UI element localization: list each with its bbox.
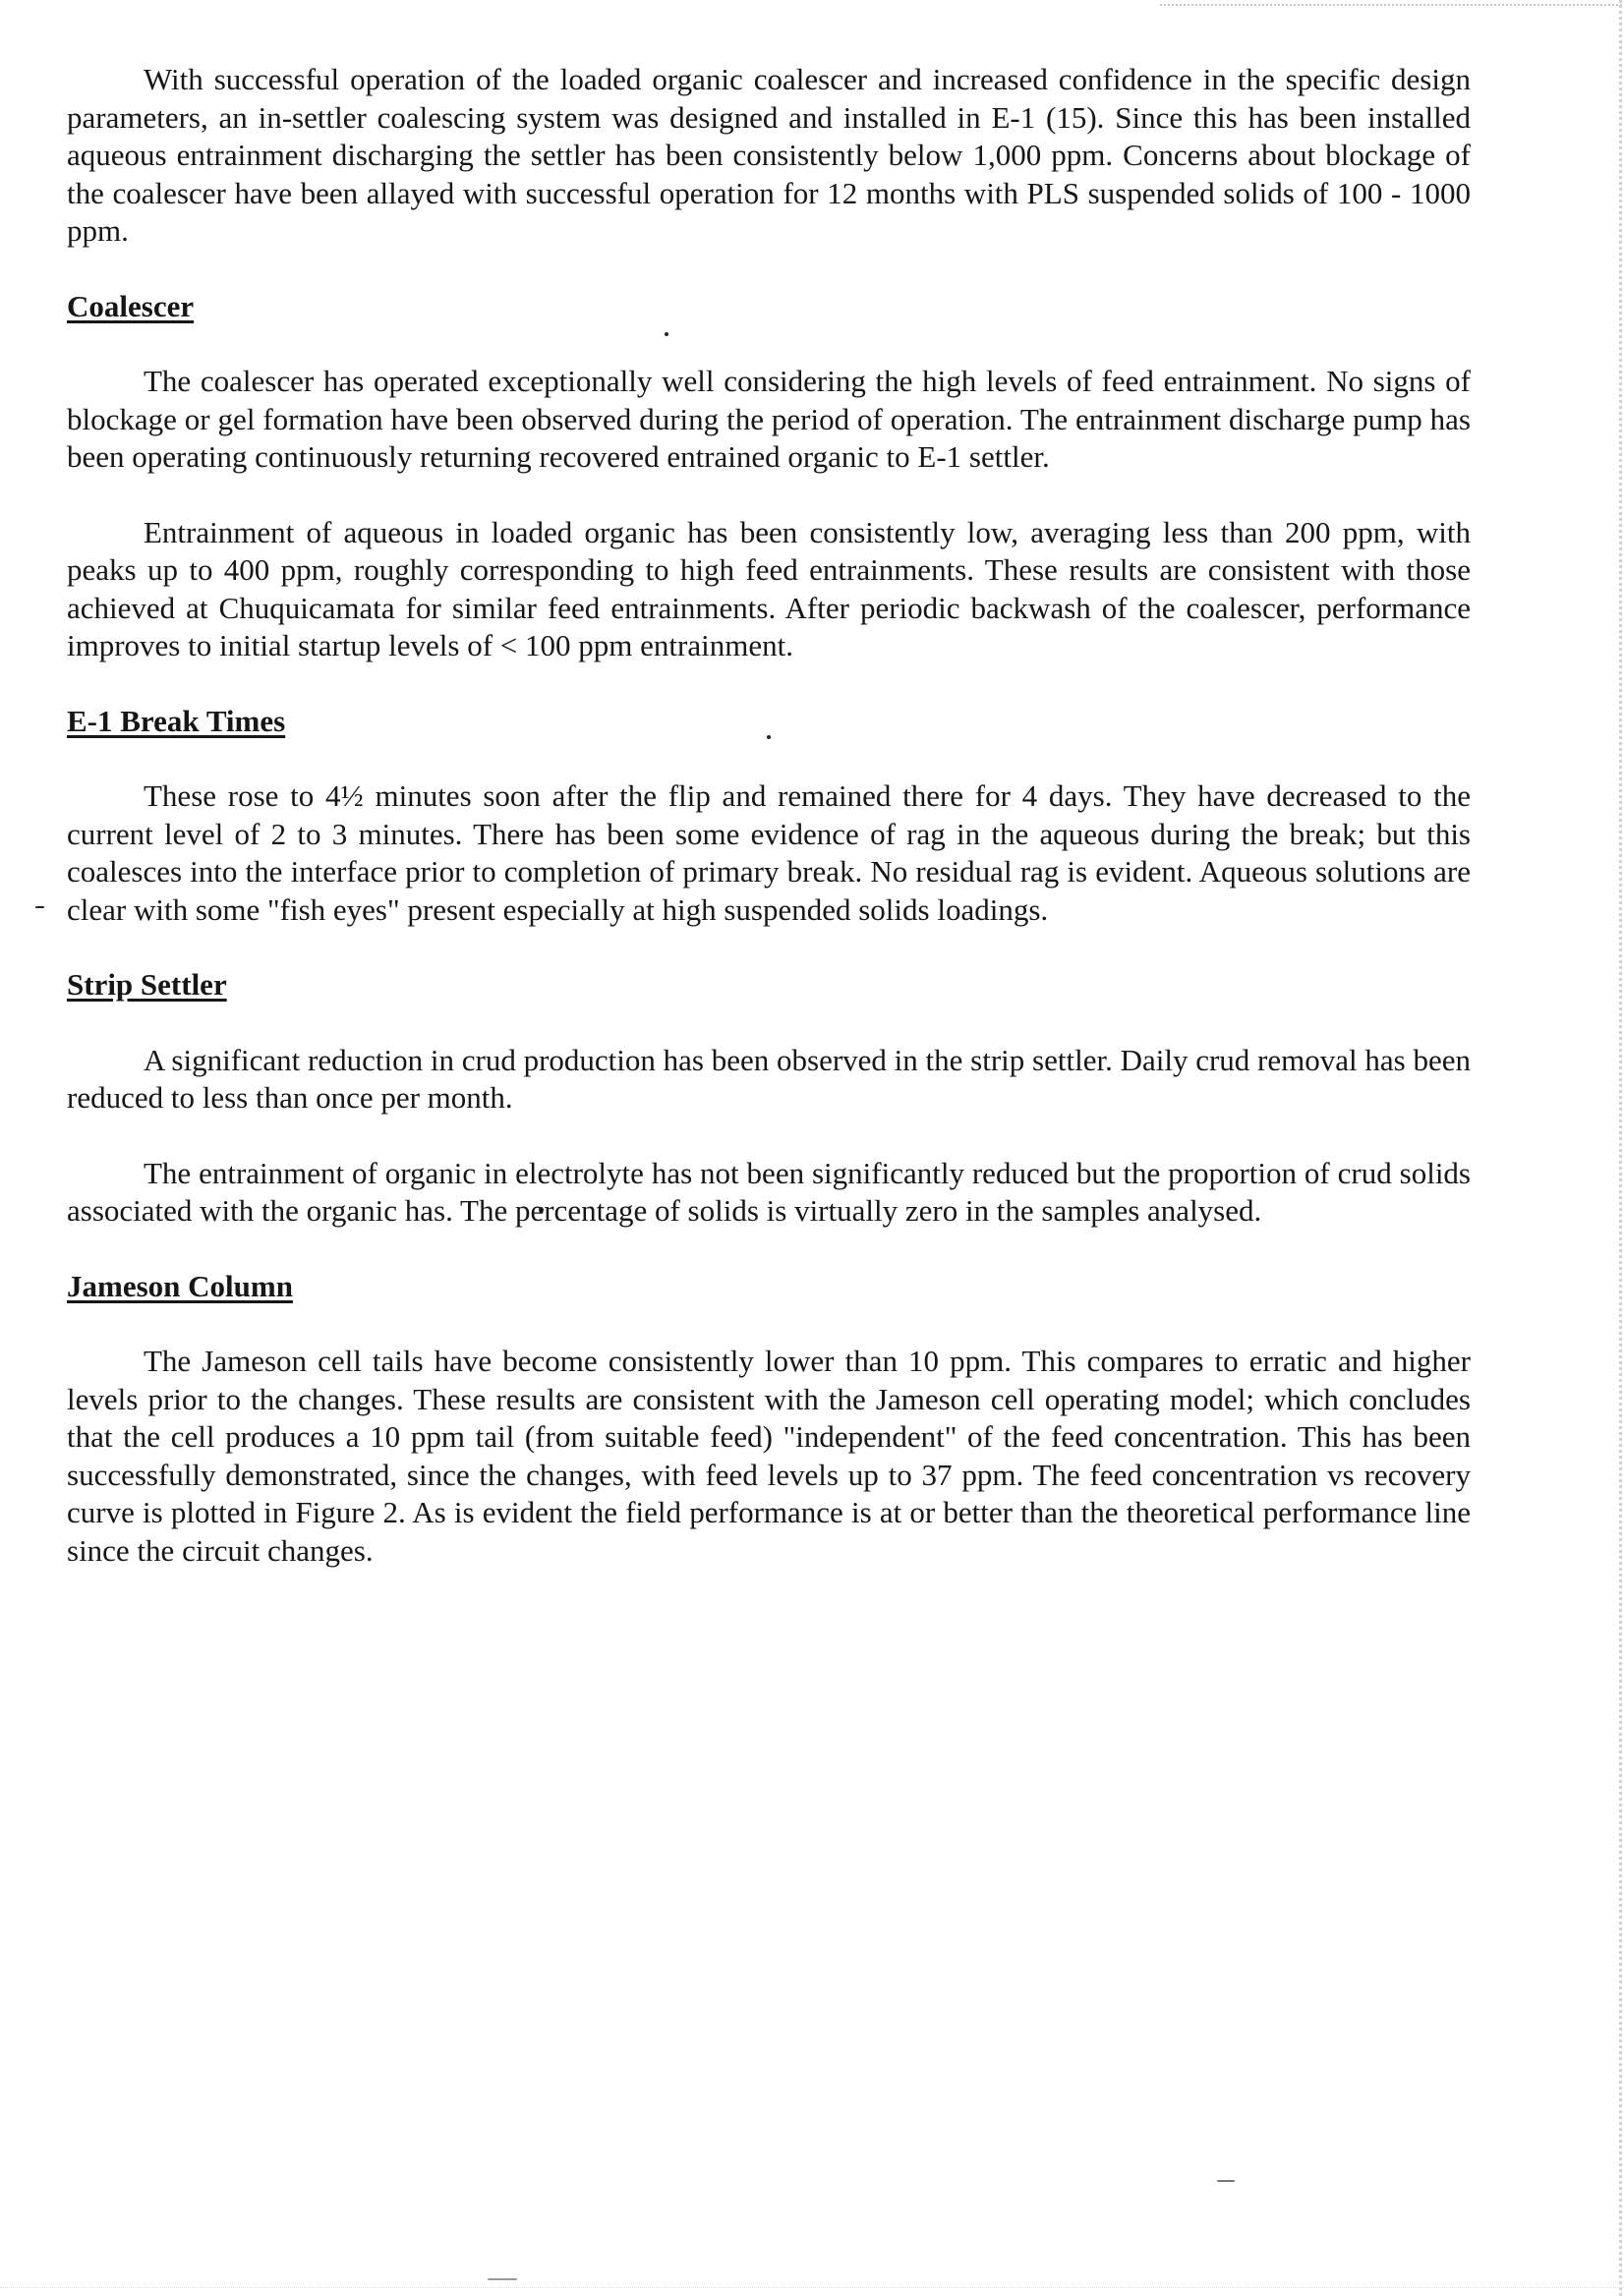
section-heading-strip-settler: Strip Settler [67,967,227,1002]
scan-edge-top [1160,4,1622,6]
section-heading-e1-break-times: E-1 Break Times [67,703,286,738]
scan-edge-bottom [0,2287,1624,2288]
scan-speck [488,2278,517,2280]
e1-break-times-paragraph: These rose to 4½ minutes soon after the flip and remained there for 4 days. They have decreased to the current level of 2 to 3 minutes. There has been some evidence of rag in the aqueous during the break; but this coalesces into the interface prior to completion of primary break. No residual rag is evident. Aqueous solutions are clear with some "fish eyes" present especially at high suspended solids loadings. [67,778,1471,927]
coalescer-paragraph-2: Entrainment of aqueous in loaded organic has been consistently low, averaging less than 200 ppm, with peaks up to 400 ppm, roughly corresponding to high feed entrainments. These results are consistent with those achieved at Chuquicamata for similar feed entrainments. After periodic backwash of the coalescer, performance improves to initial startup levels of < 100 ppm entrainment. [67,514,1471,662]
jameson-column-paragraph: The Jameson cell tails have become consistently lower than 10 ppm. This compares to erratic and higher levels prior to the changes. These results are consistent with the Jameson cell operating model; which concludes that the cell produces a 10 ppm tail (from suitable feed) "independent" of the feed concentration. This has been successfully demonstrated, since the changes, with feed levels up to 37 ppm. The feed concentration vs recovery curve is plotted in Figure 2. As is evident the field performance is at or better than the theoretical performance line since the circuit changes. [67,1344,1471,1568]
scan-edge-right [1619,0,1622,2296]
scan-speck [1217,2180,1235,2182]
strip-settler-paragraph-2: The entrainment of organic in electrolyte has not been significantly reduced but the proportion of crud solids associated with the organic has. The percentage of solids is virtually zero in the samples analysed. [67,1155,1471,1228]
section-heading-jameson-column: Jameson Column [67,1268,293,1303]
scan-speck [35,906,44,908]
section-heading-coalescer: Coalescer [67,288,195,323]
strip-settler-paragraph-1: A significant reduction in crud production has been observed in the strip settler. Daily crud removal has been reduced to less than once per month. [67,1042,1471,1115]
intro-paragraph: With successful operation of the loaded organic coalescer and increased confidence in the specific design parameters, an in-settler coalescing system was designed and installed in E-1 (15). Since this has been installed aqueous entrainment discharging the settler has been consistently below 1,000 ppm. Concerns about blockage of the coalescer have been allayed with successful operation for 12 months with PLS suspended solids of 100 - 1000 ppm. [67,62,1471,248]
coalescer-paragraph-1: The coalescer has operated exceptionally well considering the high levels of feed entrainment. No signs of blockage or gel formation have been observed during the period of operation. The entrainment discharge pump has been operating continuously returning recovered entrained organic to E-1 settler. [67,364,1471,474]
document-body [67,61,1471,1570]
